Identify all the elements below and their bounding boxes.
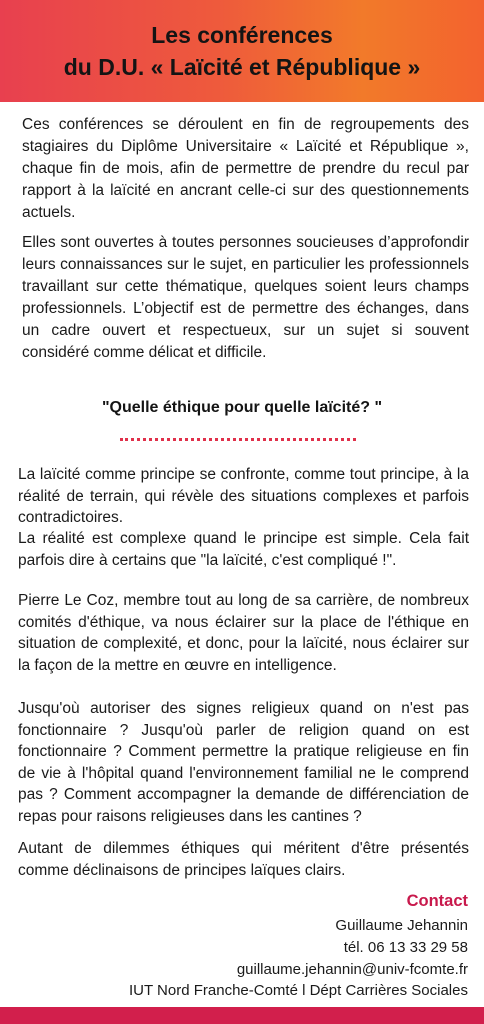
page-title-line2: du D.U. « Laïcité et République » xyxy=(63,54,421,80)
conference-paragraph-4: Jusqu'où autoriser des signes religieux quand on n'est pas fonctionnaire ? Jusqu'où parler de religion quand on est fonctionnaire ? Comment permettre la pratique religieuse en fin de vie à l'hôpital quand l'environnement familial ne le comprend pas ? Comment accompagner la demande de différenciation de repas pour raisons religieuses dans les cantines ? xyxy=(18,700,469,825)
page-title-line1: Les conférences xyxy=(151,22,333,48)
header-banner xyxy=(0,0,484,102)
contact-email[interactable]: guillaume.jehannin@univ-fcomte.fr xyxy=(236,961,468,978)
intro-paragraph-1: Ces conférences se déroulent en fin de regroupements des stagiaires du Diplôme Universitaire « Laïcité et République », chaque fin de mois, afin de permettre de prendre du recul par rapport à la laïcité en ancrant celle-ci sur des questionnements actuels. xyxy=(22,116,469,221)
footer-bar xyxy=(0,1007,484,1024)
conference-paragraph-3: Pierre Le Coz, membre tout au long de sa carrière, de nombreux comités d'éthique, va nous éclairer sur la place de l'éthique en situation de complexité, et donc, pour la laïcité, nous éclairer sur la façon de la mettre en œuvre en intelligence. xyxy=(18,592,469,674)
contact-heading: Contact xyxy=(406,892,468,910)
intro-paragraph-2: Elles sont ouvertes à toutes personnes soucieuses d’approfondir leurs connaissances sur le sujet, en particulier les professionnels travaillant sur cette thématique, quelques soient leurs champs professionnels. L’objectif est de permettre des échanges, dans un cadre ouvert et respectueux, sur un sujet si souvent considéré comme délicat et difficile. xyxy=(22,234,469,361)
dotted-divider xyxy=(120,438,356,441)
conference-title: "Quelle éthique pour quelle laïcité? " xyxy=(101,399,383,416)
contact-name: Guillaume Jehannin xyxy=(335,917,468,934)
conference-paragraph-1: La laïcité comme principe se confronte, comme tout principe, à la réalité de terrain, qui révèle des situations complexes et parfois contradictoires. xyxy=(18,466,469,526)
conference-paragraph-5: Autant de dilemmes éthiques qui méritent d'être présentés comme déclinaisons de principes laïques clairs. xyxy=(18,840,469,879)
contact-phone[interactable]: tél. 06 13 33 29 58 xyxy=(343,939,468,956)
contact-organization: IUT Nord Franche-Comté l Dépt Carrières Sociales xyxy=(128,982,468,999)
conference-paragraph-2: La réalité est complexe quand le principe est simple. Cela fait parfois dire à certains que "la laïcité, c'est compliqué !". xyxy=(18,530,469,569)
